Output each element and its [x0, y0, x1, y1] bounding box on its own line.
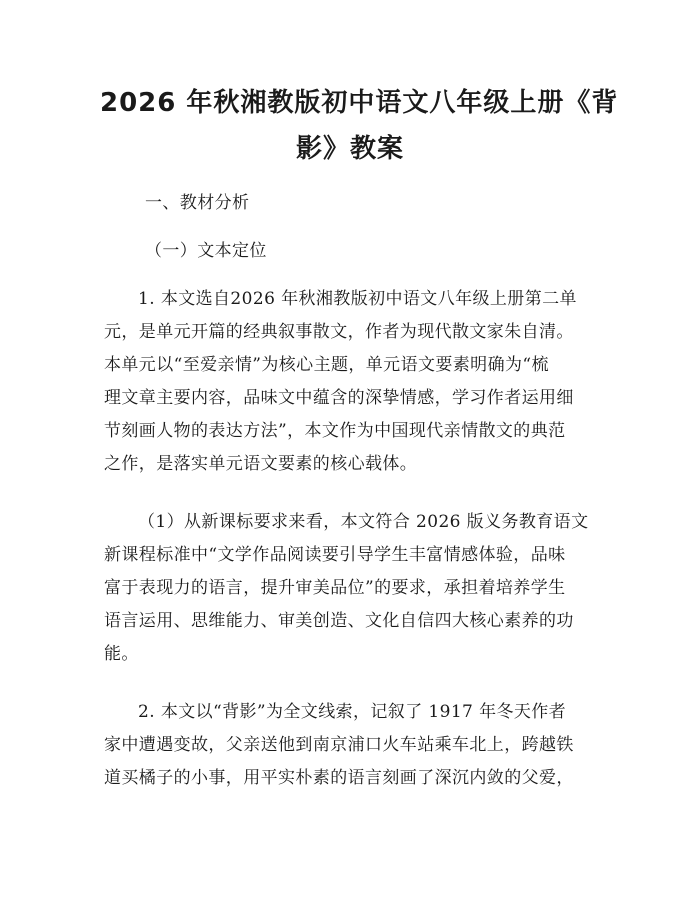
paragraph-line: 2. 本文以“背影”为全文线索，记叙了 1917 年冬天作者 — [138, 702, 567, 722]
paragraph-line: 之作，是落实单元语文要素的核心载体。 — [104, 454, 418, 474]
paragraph-line: 节刻画人物的表达方法”，本文作为中国现代亲情散文的典范 — [104, 421, 566, 441]
paragraph-line: 元，是单元开篇的经典叙事散文，作者为现代散文家朱自清。 — [104, 322, 574, 342]
paragraph-line: 家中遭遇变故，父亲送他到南京浦口火车站乘车北上，跨越铁 — [104, 735, 574, 755]
subsection-heading: （一）文本定位 — [145, 241, 267, 261]
paragraph-line: 新课程标准中“文学作品阅读要引导学生丰富情感体验，品味 — [104, 545, 566, 565]
paragraph-line: 1. 本文选自2026 年秋湘教版初中语文八年级上册第二单 — [138, 289, 577, 309]
paragraph-line: 富于表现力的语言，提升审美品位”的要求，承担着培养学生 — [104, 578, 566, 598]
paragraph-line: 本单元以“至爱亲情”为核心主题，单元语文要素明确为“梳 — [104, 355, 549, 375]
document-title-line-2: 影》教案 — [295, 134, 404, 164]
section-heading: 一、教材分析 — [145, 193, 250, 213]
paragraph-line: 能。 — [104, 644, 139, 664]
paragraph-line: （1）从新课标要求来看，本文符合 2026 版义务教育语文 — [138, 512, 589, 532]
paragraph-line: 语言运用、思维能力、审美创造、文化自信四大核心素养的功 — [104, 611, 574, 631]
paragraph-line: 道买橘子的小事，用平实朴素的语言刻画了深沉内敛的父爱， — [104, 768, 574, 788]
document-title-line-1: 2026 年秋湘教版初中语文八年级上册《背 — [100, 88, 619, 118]
paragraph-line: 理文章主要内容，品味文中蕴含的深挚情感，学习作者运用细 — [104, 388, 574, 408]
